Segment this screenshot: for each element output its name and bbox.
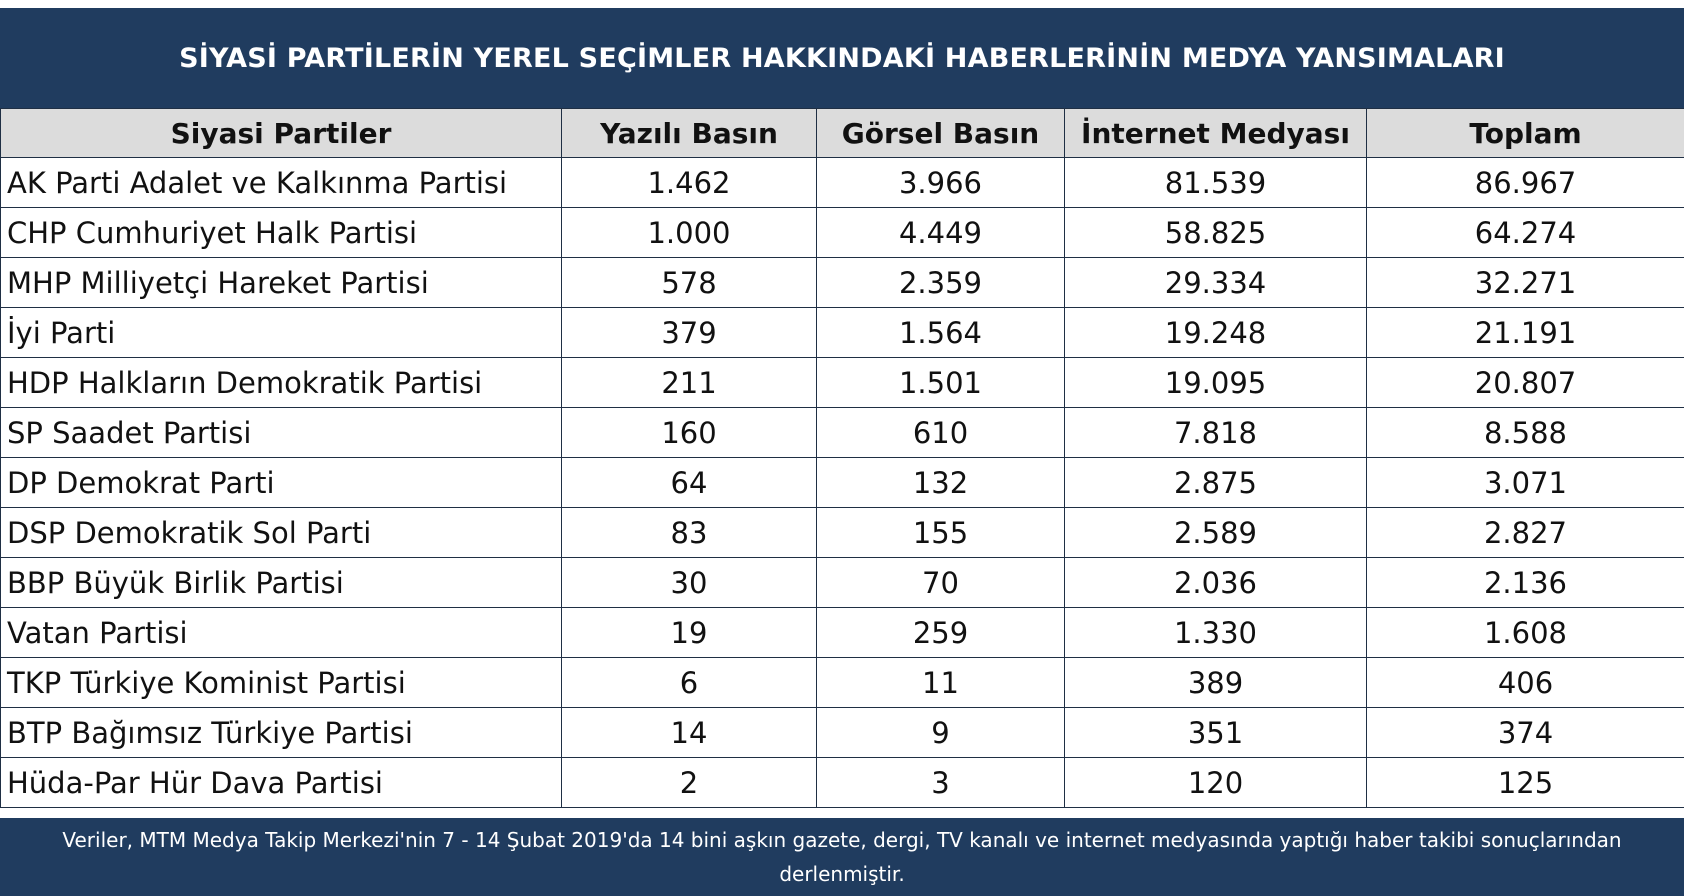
print-value: 30: [562, 558, 817, 608]
visual-value: 1.501: [817, 358, 1065, 408]
party-name: Hüda-Par Hür Dava Partisi: [1, 758, 562, 808]
table-row: [1, 308, 1684, 358]
visual-value: 132: [817, 458, 1065, 508]
party-name: BTP Bağımsız Türkiye Partisi: [1, 708, 562, 758]
col-header-party: Siyasi Partiler: [1, 109, 562, 158]
total-value: 20.807: [1367, 358, 1684, 408]
table-row: [1, 408, 1684, 458]
party-name: AK Parti Adalet ve Kalkınma Partisi: [1, 158, 562, 208]
table-row: [1, 358, 1684, 408]
print-value: 83: [562, 508, 817, 558]
print-value: 160: [562, 408, 817, 458]
print-value: 14: [562, 708, 817, 758]
table-row: [1, 158, 1684, 208]
print-value: 2: [562, 758, 817, 808]
total-value: 1.608: [1367, 608, 1684, 658]
print-value: 379: [562, 308, 817, 358]
table-row: [1, 758, 1684, 808]
internet-value: 2.875: [1065, 458, 1367, 508]
total-value: 406: [1367, 658, 1684, 708]
source-footer: [0, 818, 1684, 896]
internet-value: 19.248: [1065, 308, 1367, 358]
total-value: 3.071: [1367, 458, 1684, 508]
total-value: 64.274: [1367, 208, 1684, 258]
table-row: [1, 258, 1684, 308]
party-name: TKP Türkiye Kominist Partisi: [1, 658, 562, 708]
total-value: 8.588: [1367, 408, 1684, 458]
party-name: DP Demokrat Parti: [1, 458, 562, 508]
table-title: SİYASİ PARTİLERİN YEREL SEÇİMLER HAKKINDAKİ HABERLERİNİN MEDYA YANSIMALARI: [179, 42, 1505, 74]
table-row: [1, 708, 1684, 758]
print-value: 6: [562, 658, 817, 708]
source-note: Veriler, MTM Medya Takip Merkezi'nin 7 - 14 Şubat 2019'da 14 bini aşkın gazete, dergi, TV kanalı ve internet medyasında yaptığı haber takibi sonuçlarından derlenmiştir.: [62, 828, 1622, 886]
total-value: 32.271: [1367, 258, 1684, 308]
header-row: [1, 109, 1684, 158]
table-row: [1, 208, 1684, 258]
visual-value: 610: [817, 408, 1065, 458]
internet-value: 1.330: [1065, 608, 1367, 658]
internet-value: 2.036: [1065, 558, 1367, 608]
party-name: DSP Demokratik Sol Parti: [1, 508, 562, 558]
visual-value: 9: [817, 708, 1065, 758]
table-row: [1, 558, 1684, 608]
internet-value: 29.334: [1065, 258, 1367, 308]
party-name: CHP Cumhuriyet Halk Partisi: [1, 208, 562, 258]
print-value: 1.000: [562, 208, 817, 258]
party-name: MHP Milliyetçi Hareket Partisi: [1, 258, 562, 308]
internet-value: 19.095: [1065, 358, 1367, 408]
table-row: [1, 458, 1684, 508]
print-value: 578: [562, 258, 817, 308]
table-row: [1, 508, 1684, 558]
table-row: [1, 658, 1684, 708]
visual-value: 11: [817, 658, 1065, 708]
visual-value: 1.564: [817, 308, 1065, 358]
col-header-visual: Görsel Basın: [817, 109, 1065, 158]
print-value: 64: [562, 458, 817, 508]
visual-value: 4.449: [817, 208, 1065, 258]
party-name: SP Saadet Partisi: [1, 408, 562, 458]
total-value: 2.136: [1367, 558, 1684, 608]
visual-value: 3: [817, 758, 1065, 808]
visual-value: 259: [817, 608, 1065, 658]
total-value: 86.967: [1367, 158, 1684, 208]
internet-value: 2.589: [1065, 508, 1367, 558]
total-value: 125: [1367, 758, 1684, 808]
visual-value: 3.966: [817, 158, 1065, 208]
print-value: 211: [562, 358, 817, 408]
print-value: 19: [562, 608, 817, 658]
total-value: 21.191: [1367, 308, 1684, 358]
internet-value: 120: [1065, 758, 1367, 808]
col-header-total: Toplam: [1367, 109, 1684, 158]
party-media-table: [0, 108, 1684, 808]
total-value: 2.827: [1367, 508, 1684, 558]
title-bar: [0, 8, 1684, 108]
visual-value: 155: [817, 508, 1065, 558]
internet-value: 58.825: [1065, 208, 1367, 258]
party-name: BBP Büyük Birlik Partisi: [1, 558, 562, 608]
visual-value: 70: [817, 558, 1065, 608]
visual-value: 2.359: [817, 258, 1065, 308]
party-name: HDP Halkların Demokratik Partisi: [1, 358, 562, 408]
internet-value: 7.818: [1065, 408, 1367, 458]
total-value: 374: [1367, 708, 1684, 758]
col-header-print: Yazılı Basın: [562, 109, 817, 158]
internet-value: 81.539: [1065, 158, 1367, 208]
party-name: Vatan Partisi: [1, 608, 562, 658]
internet-value: 389: [1065, 658, 1367, 708]
internet-value: 351: [1065, 708, 1367, 758]
party-name: İyi Parti: [1, 308, 562, 358]
col-header-internet: İnternet Medyası: [1065, 109, 1367, 158]
table-row: [1, 608, 1684, 658]
print-value: 1.462: [562, 158, 817, 208]
